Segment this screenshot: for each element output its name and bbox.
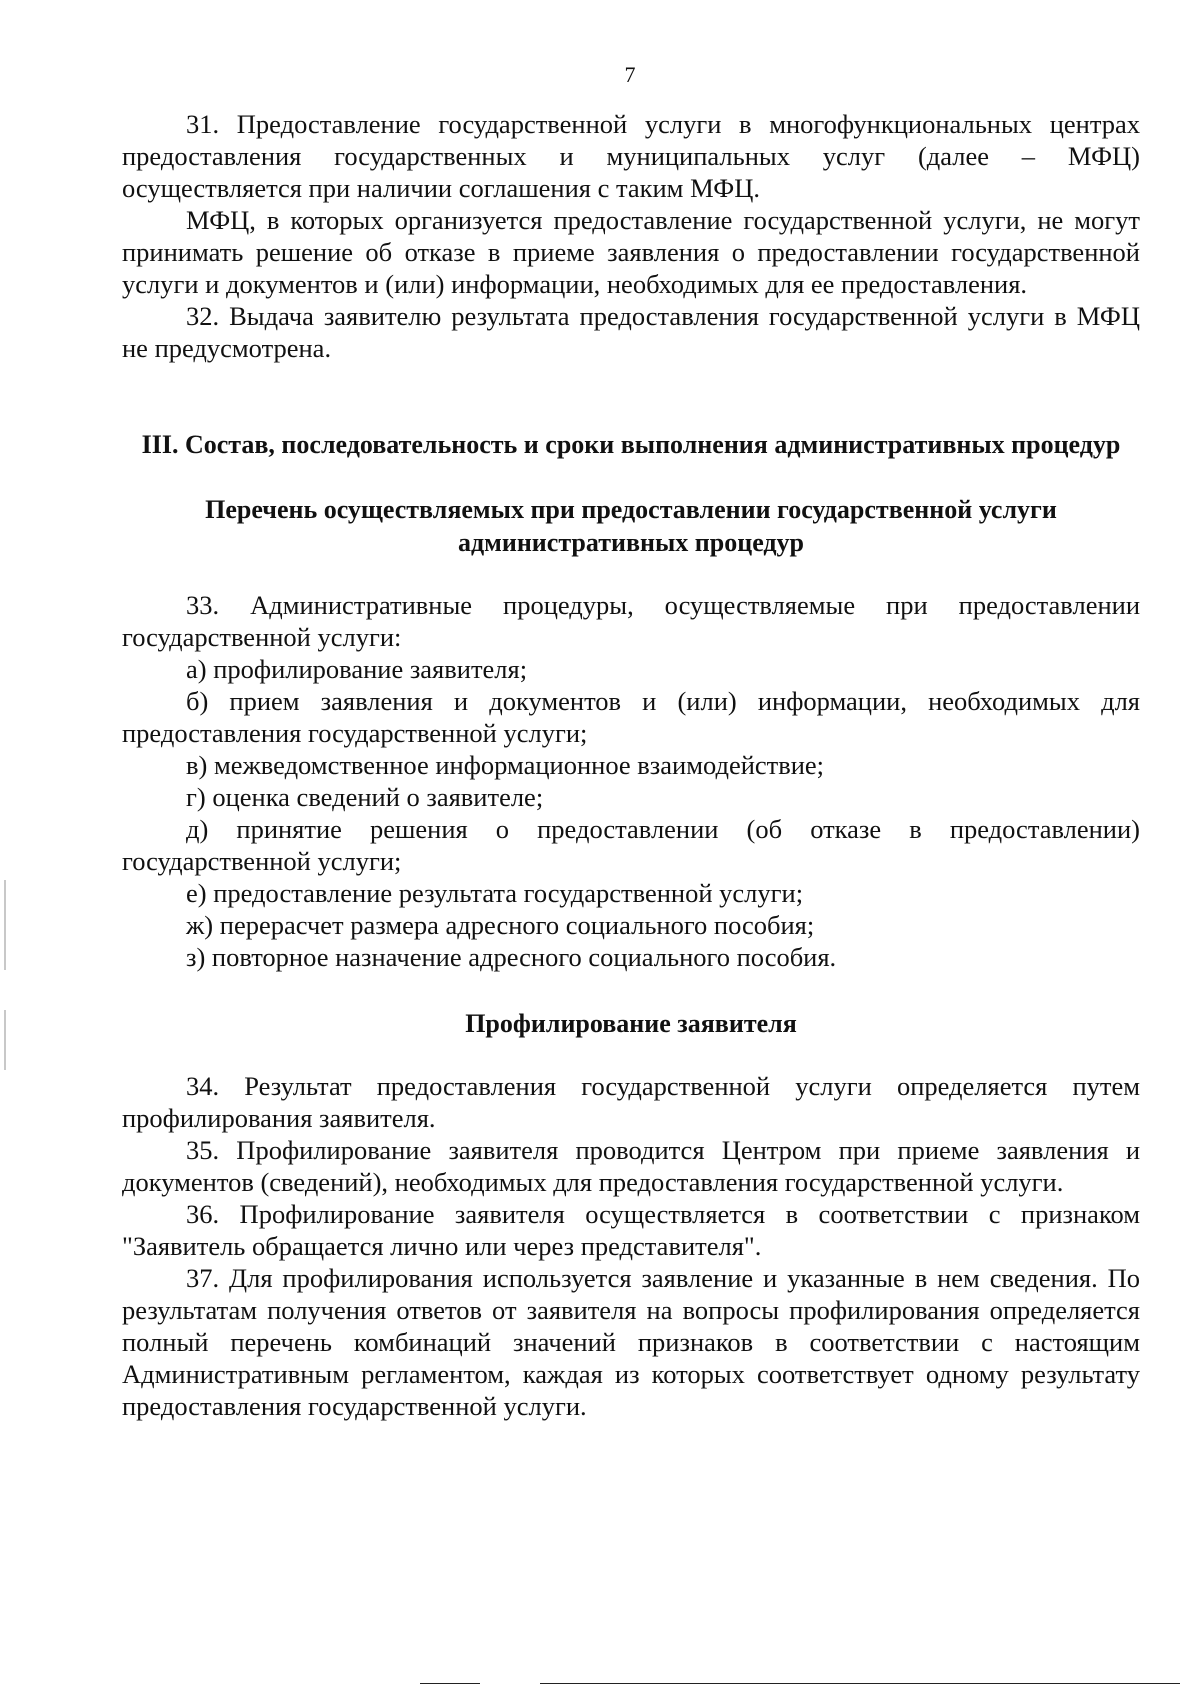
list-item-v: в) межведомственное информационное взаимодействие; (186, 750, 825, 780)
list-item-a: а) профилирование заявителя; (186, 654, 528, 684)
document-body (122, 108, 1140, 1422)
paragraph-33: 33. Административные процедуры, осуществляемые при предоставлении государственной услуги: (122, 590, 1140, 652)
scan-edge-mark (4, 880, 6, 970)
subheading-profiling: Профилирование заявителя (465, 1009, 797, 1038)
list-item-zh: ж) перерасчет размера адресного социального пособия; (186, 910, 815, 940)
scan-bottom-line (420, 1683, 480, 1684)
scan-bottom-line (540, 1683, 1180, 1684)
paragraph-mfc: МФЦ, в которых организуется предоставление государственной услуги, не могут принимать решение об отказе в приеме заявления о предоставлении государственной услуги и документов и (или) информации, необходимых для ее предоставления. (122, 205, 1140, 299)
page-number: 7 (624, 62, 636, 87)
list-item-d: д) принятие решения о предоставлении (об отказе в предоставлении) государственной услуги; (122, 814, 1140, 876)
paragraph-32: 32. Выдача заявителю результата предоставления государственной услуги в МФЦ не предусмотрена. (122, 301, 1140, 363)
paragraph-36: 36. Профилирование заявителя осуществляется в соответствии с признаком "Заявитель обращается лично или через представителя". (122, 1199, 1140, 1261)
section-heading: III. Состав, последовательность и сроки выполнения административных процедур (141, 430, 1121, 459)
paragraph-35: 35. Профилирование заявителя проводится Центром при приеме заявления и документов (сведений), необходимых для предоставления государственной услуги. (122, 1135, 1140, 1197)
scan-edge-mark (4, 1010, 6, 1070)
paragraph-31: 31. Предоставление государственной услуги в многофункциональных центрах предоставления государственных и муниципальных услуг (далее – МФЦ) осуществляется при наличии соглашения с таким МФЦ. (122, 109, 1140, 203)
paragraph-37: 37. Для профилирования используется заявление и указанные в нем сведения. По результатам получения ответов от заявителя на вопросы профилирования определяется полный перечень комбинаций значений признаков в соответствии с настоящим Административным регламентом, каждая из которых соответствует одному результату предоставления государственной услуги. (122, 1263, 1140, 1421)
paragraph-34: 34. Результат предоставления государственной услуги определяется путем профилирования заявителя. (122, 1071, 1140, 1133)
list-item-b: б) прием заявления и документов и (или) информации, необходимых для предоставления государственной услуги; (122, 686, 1140, 748)
subheading-procedures-list: Перечень осуществляемых при предоставлении государственной услуги административных процедур (205, 495, 1057, 557)
list-item-e: е) предоставление результата государственной услуги; (186, 878, 804, 908)
list-item-z: з) повторное назначение адресного социального пособия. (186, 942, 837, 972)
list-item-g: г) оценка сведений о заявителе; (186, 782, 544, 812)
